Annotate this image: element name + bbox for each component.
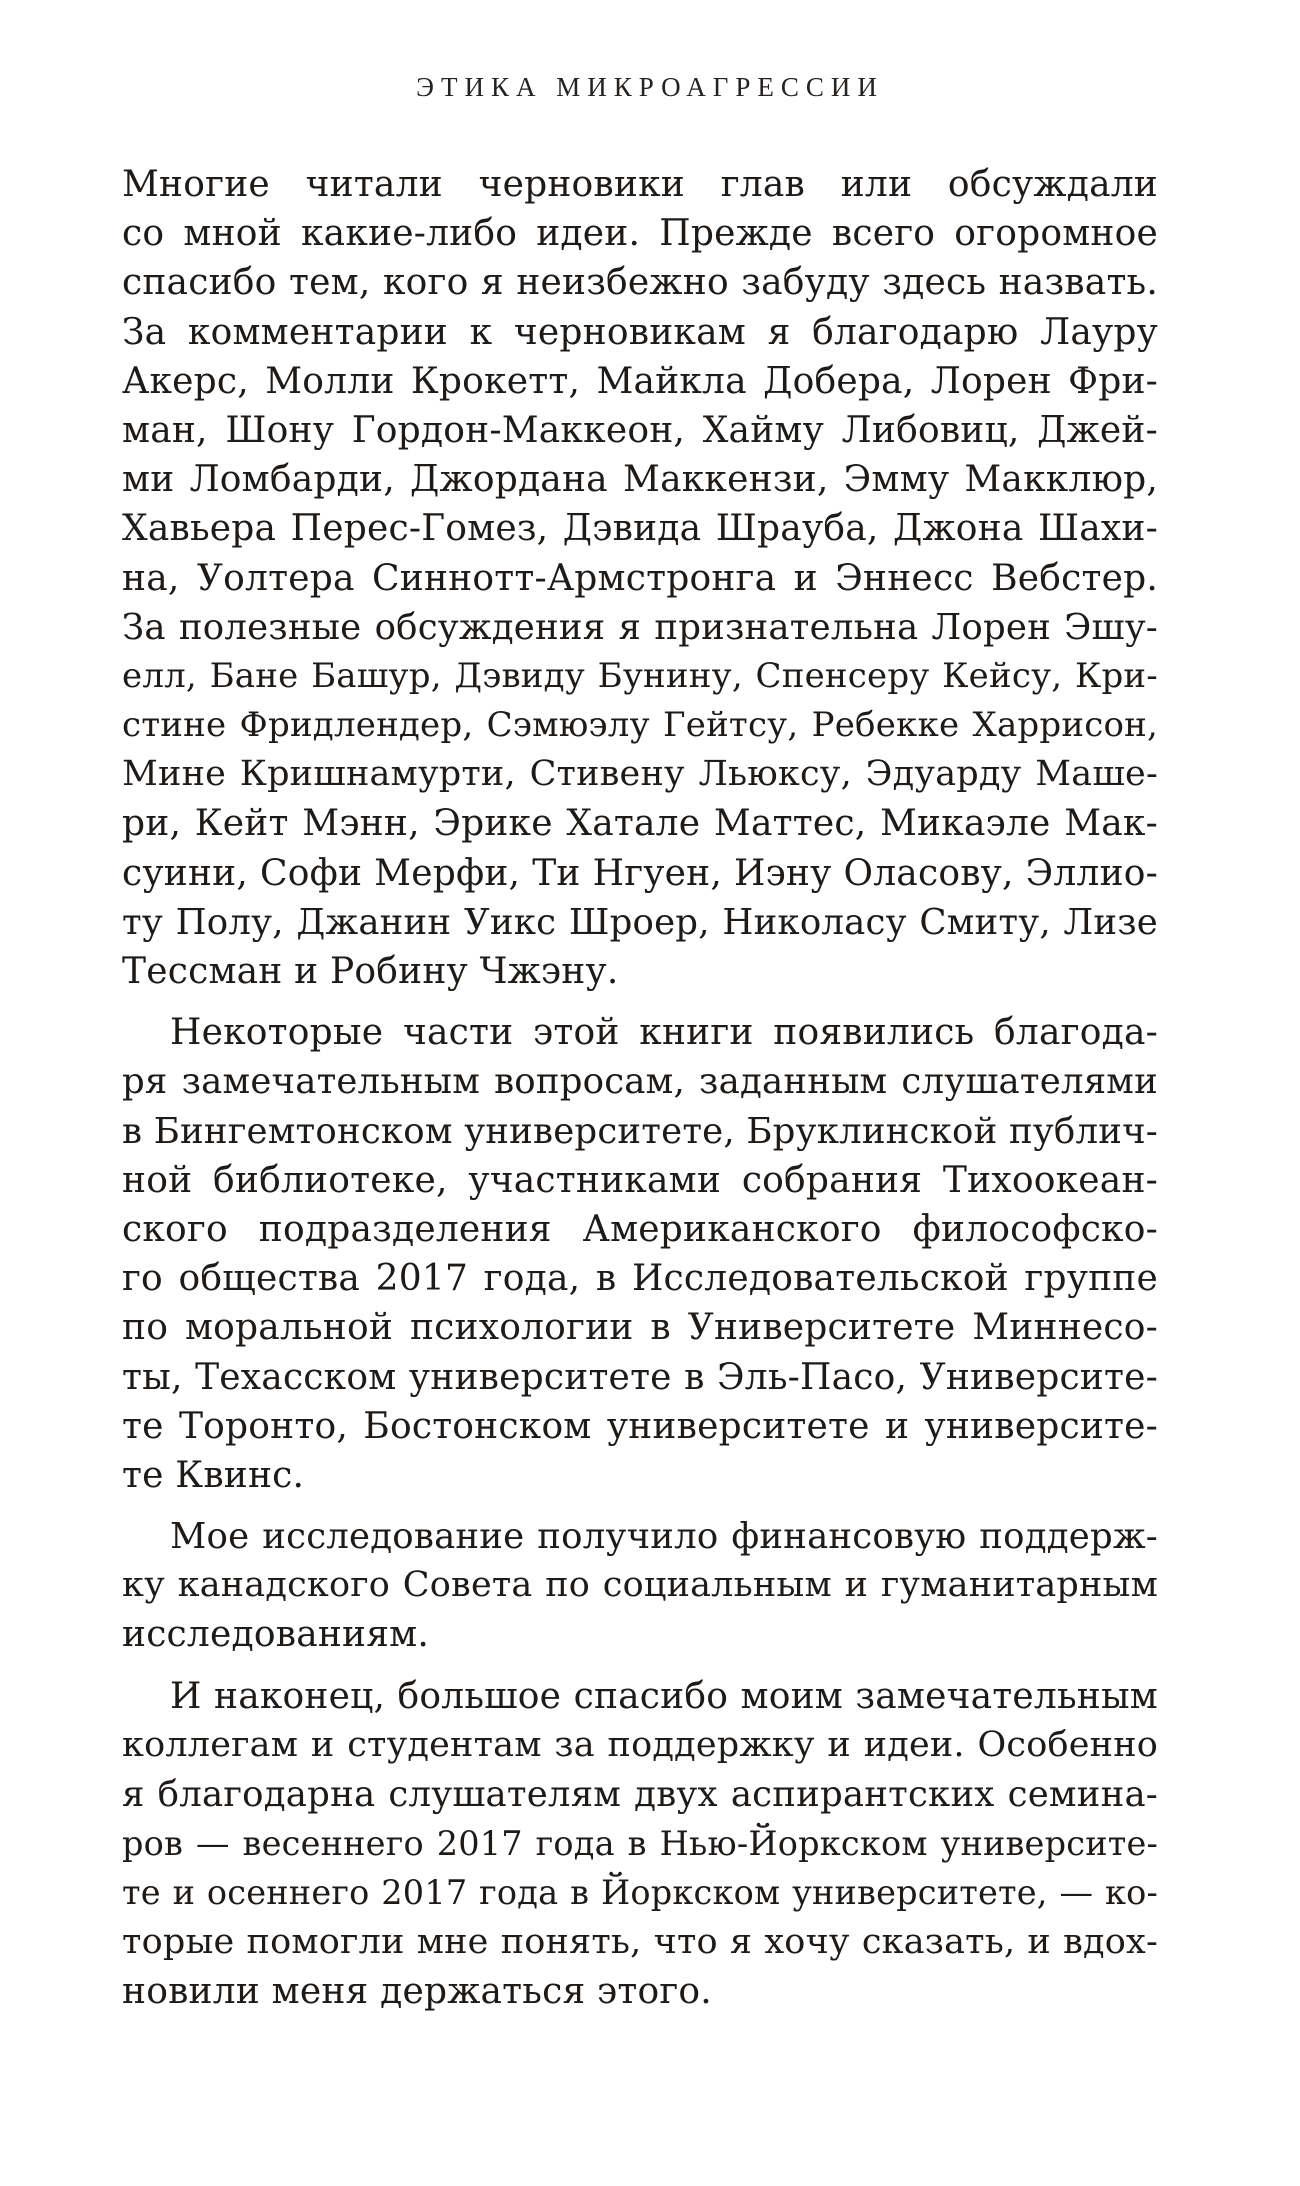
text-line: коллегам и студентам за поддержку и идеи. Особенно xyxy=(122,1724,1158,1765)
text-line: елл, Бане Башур, Дэвиду Бунину, Спенсеру Кейсу, Кри- xyxy=(122,655,1158,696)
text-line: по моральной психологии в Университете Миннесо- xyxy=(122,1307,1158,1349)
text-line: суини, Софи Мерфи, Ти Нгуен, Иэну Оласову, Эллио- xyxy=(122,852,1158,894)
text-line: ту Полу, Джанин Уикс Шроер, Николасу Смиту, Лизе xyxy=(122,901,1158,943)
text-line: И наконец, большое спасибо моим замечательным xyxy=(170,1675,1158,1717)
running-head: ЭТИКА МИКРОАГРЕССИИ xyxy=(416,72,884,102)
paragraph-colleagues xyxy=(122,1672,1158,2016)
text-line: ского подразделения Американского философско- xyxy=(122,1208,1158,1250)
text-line: со мной какие-либо идеи. Прежде всего огоромное xyxy=(122,213,1158,255)
paragraph-acknowledgements-drafts xyxy=(122,160,1158,996)
text-line: стине Фридлендер, Сэмюэлу Гейтсу, Ребекке Харрисон, xyxy=(122,705,1158,746)
text-line: За комментарии к черновикам я благодарю Лауру xyxy=(122,311,1158,353)
text-line: Хавьера Перес-Гомез, Дэвида Шрауба, Джона Шахи- xyxy=(122,508,1158,550)
text-line: в Бингемтонском университете, Бруклинской публич- xyxy=(122,1110,1158,1152)
text-line: Многие читали черновики глав или обсуждали xyxy=(122,164,1158,205)
text-line: Мое исследование получило финансовую поддерж- xyxy=(170,1516,1158,1558)
text-line: ты, Техасском университете в Эль-Пасо, Университе- xyxy=(122,1356,1158,1398)
text-line: ря замечательным вопросам, заданным слушателями xyxy=(122,1061,1158,1103)
text-line: ров — весеннего 2017 года в Нью-Йоркском университе- xyxy=(122,1824,1158,1864)
text-line: ман, Шону Гордон-Маккеон, Хайму Либовиц, Джей- xyxy=(122,409,1158,451)
text-line: те Квинс. xyxy=(122,1454,305,1496)
body-text xyxy=(122,160,1158,2016)
text-line: Акерс, Молли Крокетт, Майкла Добера, Лорен Фри- xyxy=(122,360,1158,402)
text-line: новили меня держаться этого. xyxy=(122,1970,712,2012)
text-line: Мине Кришнамурти, Стивену Льюксу, Эдуарду Маше- xyxy=(122,754,1158,795)
text-line: го общества 2017 года, в Исследовательской группе xyxy=(122,1258,1158,1300)
text-line: ми Ломбарди, Джордана Маккензи, Эмму Макклюр, xyxy=(122,459,1158,501)
text-line: ку канадского Совета по социальным и гуманитарным xyxy=(122,1565,1158,1606)
text-line: на, Уолтера Синнотт-Армстронга и Эннесс Вебстер. xyxy=(122,557,1158,599)
text-line: те Торонто, Бостонском университете и университе- xyxy=(122,1405,1158,1447)
text-line: За полезные обсуждения я признательна Лорен Эшу- xyxy=(122,606,1158,648)
text-line: спасибо тем, кого я неизбежно забуду здесь назвать. xyxy=(122,262,1158,304)
text-line: ной библиотеке, участниками собрания Тихоокеан- xyxy=(122,1159,1158,1201)
text-line: те и осеннего 2017 года в Йоркском университете, — ко- xyxy=(122,1873,1158,1913)
text-line: я благодарна слушателям двух аспирантских семина- xyxy=(122,1774,1158,1815)
text-line: торые помогли мне понять, что я хочу сказать, и вдох- xyxy=(122,1921,1158,1962)
text-line: исследованиям. xyxy=(122,1614,430,1656)
text-line: Тессман и Робину Чжэну. xyxy=(122,951,619,992)
text-line: Некоторые части этой книги появились благода- xyxy=(170,1012,1158,1054)
text-line: ри, Кейт Мэнн, Эрике Хатале Маттес, Микаэле Мак- xyxy=(122,803,1158,845)
paragraph-book-origins xyxy=(122,1008,1158,1500)
paragraph-funding xyxy=(122,1512,1158,1660)
